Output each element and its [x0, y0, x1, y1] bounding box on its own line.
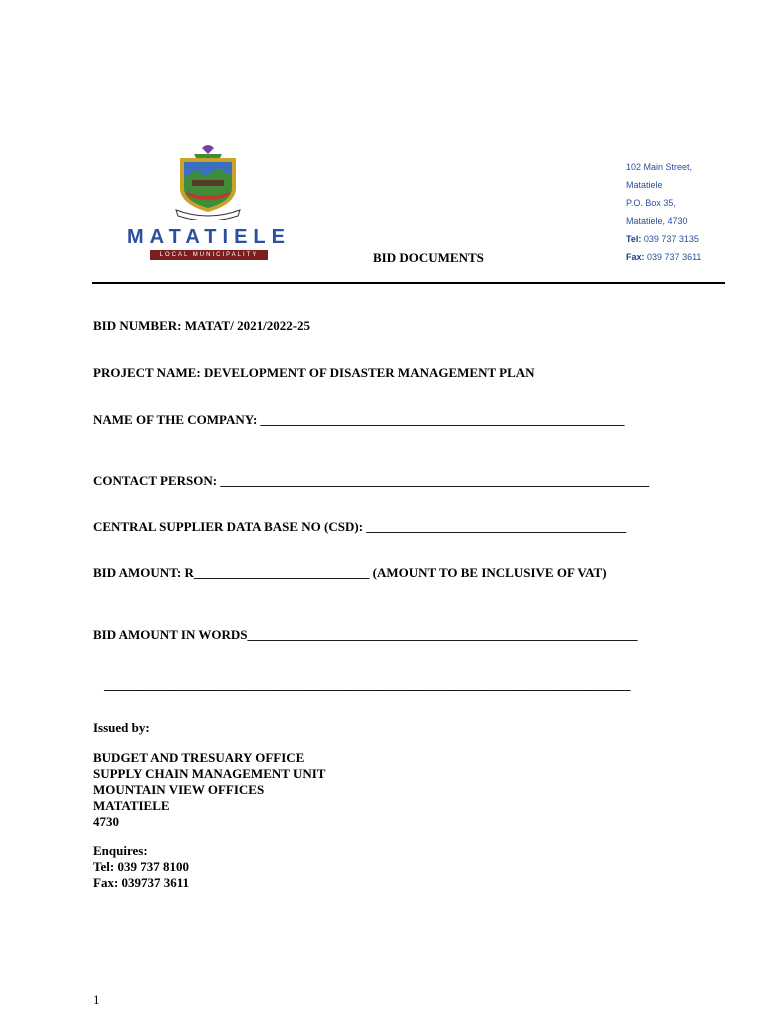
tel-label: Tel:	[626, 234, 642, 244]
header-divider	[92, 282, 725, 284]
address-postal: Matatiele, 4730	[626, 216, 688, 226]
issuer-line: MOUNTAIN VIEW OFFICES	[93, 782, 265, 797]
page-number: 1	[93, 992, 100, 1007]
enquires-fax: Fax: 039737 3611	[93, 875, 190, 890]
enquires-label: Enquires:	[93, 843, 148, 858]
bid-amount-field[interactable]: BID AMOUNT: R___________________________ (AMOUNT TO BE INCLUSIVE OF VAT)	[93, 565, 607, 580]
enquires-block	[93, 843, 189, 891]
fax-label: Fax:	[626, 252, 645, 262]
address-street: 102 Main Street,	[626, 162, 693, 172]
bid-number: BID NUMBER: MATAT/ 2021/2022-25	[93, 318, 311, 333]
municipal-crest-icon	[172, 144, 244, 220]
tel-number: 039 737 3135	[643, 234, 699, 244]
issuer-line: BUDGET AND TRESUARY OFFICE	[93, 750, 305, 765]
address-fax	[626, 252, 766, 262]
company-name-field[interactable]: NAME OF THE COMPANY: ________________________________________________________	[93, 412, 625, 427]
logo-subtitle: LOCAL MUNICIPALITY	[150, 250, 268, 260]
issuer-address	[93, 750, 325, 830]
bid-amount-words-field[interactable]: BID AMOUNT IN WORDS____________________________________________________________	[93, 627, 638, 642]
contact-person-field[interactable]: CONTACT PERSON: __________________________________________________________________	[93, 473, 650, 488]
fax-number: 039 737 3611	[647, 252, 702, 262]
issued-by-label: Issued by:	[93, 720, 150, 735]
issuer-line: SUPPLY CHAIN MANAGEMENT UNIT	[93, 766, 326, 781]
csd-number-field[interactable]: CENTRAL SUPPLIER DATA BASE NO (CSD): ________________________________________	[93, 519, 627, 534]
logo-wordmark: MATATIELE	[127, 226, 291, 248]
document-title: BID DOCUMENTS	[373, 250, 484, 265]
issuer-line: 4730	[93, 814, 119, 829]
issuer-line: MATATIELE	[93, 798, 170, 813]
project-name: PROJECT NAME: DEVELOPMENT OF DISASTER MANAGEMENT PLAN	[93, 365, 535, 380]
enquires-tel: Tel: 039 737 8100	[93, 859, 189, 874]
address-box: P.O. Box 35,	[626, 198, 676, 208]
bid-amount-words-continuation[interactable]: _________________________________________________________________________________	[104, 677, 631, 692]
address-town: Matatiele	[626, 180, 663, 190]
address-tel	[626, 234, 766, 244]
